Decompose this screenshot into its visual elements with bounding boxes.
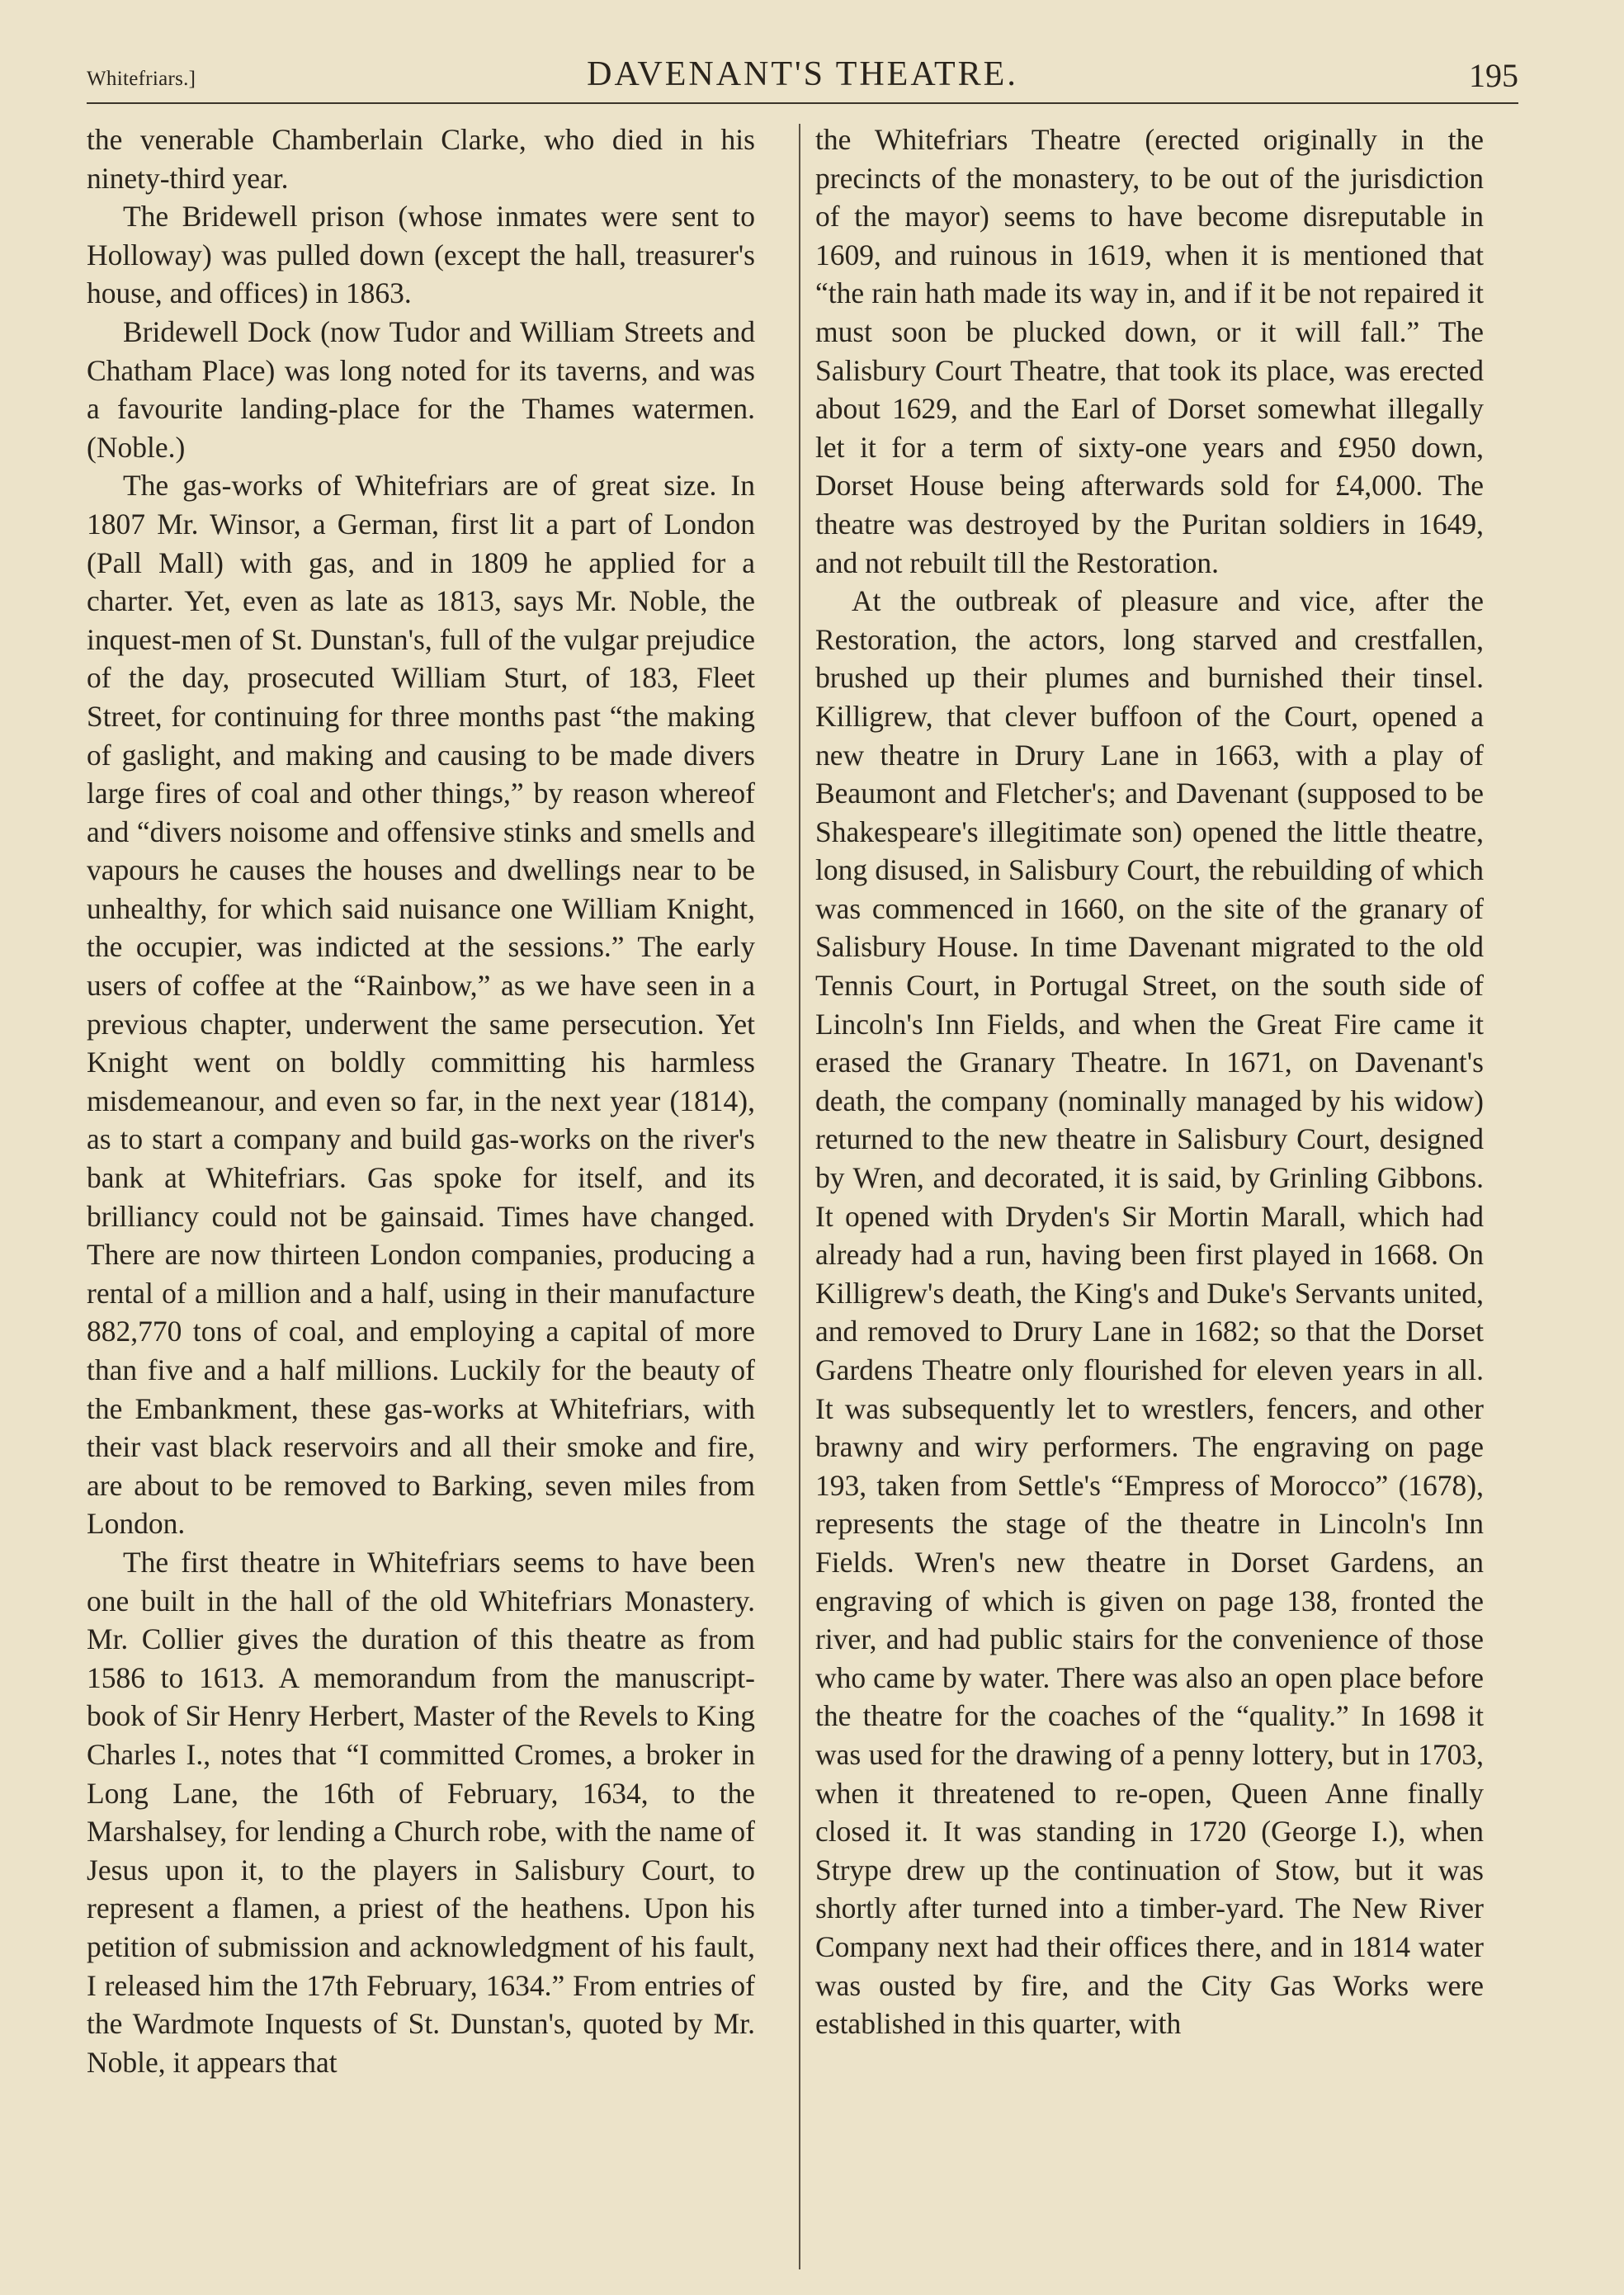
paragraph: Bridewell Dock (now Tudor and William Streets and Chatham Place) was long noted for its taverns, and was a favourite landing-place for the Thames watermen. (Noble.)	[87, 314, 755, 464]
page-title: DAVENANT'S THEATRE.	[587, 55, 1018, 93]
right-column	[815, 120, 1484, 2043]
header-rule	[87, 102, 1518, 104]
running-header	[87, 48, 1518, 110]
left-column	[87, 120, 755, 2081]
paragraph: the Whitefriars Theatre (erected originally in the precincts of the monastery, to be out of the jurisdiction of the mayor) seems to have become disreputable in 1609, and ruinous in 1619, when it is mentioned that “the rain hath made its way in, and if it be not repaired it must soon be plucked down, or it will fall.” The Salisbury Court Theatre, that took its place, was erected about 1629, and the Earl of Dorset somewhat illegally let it for a term of sixty-one years and £950 down, Dorset House being afterwards sold for £4,000. The theatre was destroyed by the Puritan soldiers in 1649, and not rebuilt till the Restoration.	[815, 123, 1484, 579]
paragraph: The first theatre in Whitefriars seems to have been one built in the hall of the old Whitefriars Monastery. Mr. Collier gives the duration of this theatre as from 1586 to 1613. A memorandum from the manuscript-book of Sir Henry Herbert, Master of the Revels to King Charles I., notes that “I committed Cromes, a broker in Long Lane, the 16th of February, 1634, to the Marshalsey, for lending a Church robe, with the name of Jesus upon it, to the players in Salisbury Court, to represent a flamen, a priest of the heathens. Upon his petition of submission and acknowledgment of his fault, I released him the 17th February, 1634.” From entries of the Wardmote Inquests of St. Dunstan's, quoted by Mr. Noble, it appears that	[87, 1545, 755, 2079]
paragraph: the venerable Chamberlain Clarke, who died in his ninety-third year.	[87, 123, 755, 195]
section-label: Whitefriars.]	[87, 68, 196, 90]
paragraph: The Bridewell prison (whose inmates were sent to Holloway) was pulled down (except the hall, treasurer's house, and offices) in 1863.	[87, 200, 755, 310]
paragraph: The gas-works of Whitefriars are of great size. In 1807 Mr. Winsor, a German, first lit a part of London (Pall Mall) with gas, and in 1809 he applied for a charter. Yet, even as late as 1813, says Mr. Noble, the inquest-men of St. Dunstan's, full of the vulgar prejudice of the day, prosecuted William Sturt, of 183, Fleet Street, for continuing for three months past “the making of gaslight, and making and causing to be made divers large fires of coal and other things,” by reason whereof and “divers noisome and offensive stinks and smells and vapours he causes the houses and dwellings near to be unhealthy, for which said nuisance one William Knight, the occupier, was indicted at the sessions.” The early users of coffee at the “Rainbow,” as we have seen in a previous chapter, underwent the same persecution. Yet Knight went on boldly committing his harmless misdemeanour, and even so far, in the next year (1814), as to start a company and build gas-works on the river's bank at Whitefriars. Gas spoke for itself, and its brilliancy could not be gainsaid. Times have changed. There are now thirteen London companies, producing a rental of a million and a half, using in their manufacture 882,770 tons of coal, and employing a capital of more than five and a half millions. Luckily for the beauty of the Embankment, these gas-works at Whitefriars, with their vast black reservoirs and all their smoke and fire, are about to be removed to Barking, seven miles from London.	[87, 469, 755, 1541]
column-divider	[799, 124, 800, 2269]
page-number: 195	[1469, 57, 1518, 94]
paragraph: At the outbreak of pleasure and vice, after the Restoration, the actors, long starved and crestfallen, brushed up their plumes and burnished their tinsel. Killigrew, that clever buffoon of the Court, opened a new theatre in Drury Lane in 1663, with a play of Beaumont and Fletcher's; and Davenant (supposed to be Shakespeare's illegitimate son) opened the little theatre, long disused, in Salisbury Court, the rebuilding of which was commenced in 1660, on the site of the granary of Salisbury House. In time Davenant migrated to the old Tennis Court, in Portugal Street, on the south side of Lincoln's Inn Fields, and when the Great Fire came it erased the Granary Theatre. In 1671, on Davenant's death, the company (nominally managed by his widow) returned to the new theatre in Salisbury Court, designed by Wren, and decorated, it is said, by Grinling Gibbons. It opened with Dryden's Sir Mortin Marall, which had already had a run, having been first played in 1668. On Killigrew's death, the King's and Duke's Servants united, and removed to Drury Lane in 1682; so that the Dorset Gardens Theatre only flourished for eleven years in all. It was subsequently let to wrestlers, fencers, and other brawny and wiry performers. The engraving on page 193, taken from Settle's “Empress of Morocco” (1678), represents the stage of the theatre in Lincoln's Inn Fields. Wren's new theatre in Dorset Gardens, an engraving of which is given on page 138, fronted the river, and had public stairs for the convenience of those who came by water. There was also an open place before the theatre for the coaches of the “quality.” In 1698 it was used for the drawing of a penny lottery, but in 1703, when it threatened to re-open, Queen Anne finally closed it. It was standing in 1720 (George I.), when Strype drew up the continuation of Stow, but it was shortly after turned into a timber-yard. The New River Company next had their offices there, and in 1814 water was ousted by fire, and the City Gas Works were established in this quarter, with	[815, 584, 1484, 2041]
